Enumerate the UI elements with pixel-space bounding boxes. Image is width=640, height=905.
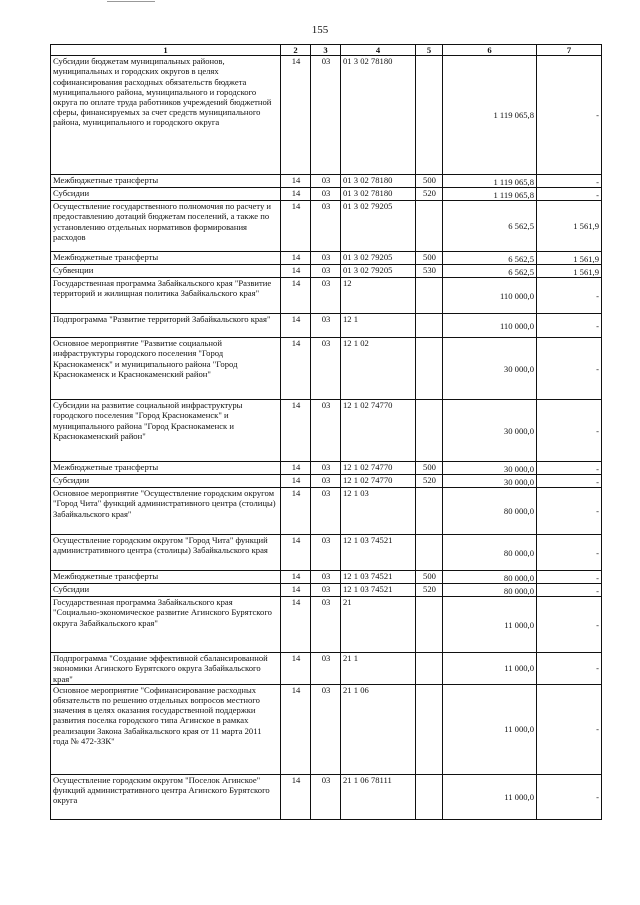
- row-pr: 03: [311, 462, 341, 475]
- row-name: Подпрограмма "Развитие территорий Забайкальского края": [51, 314, 281, 338]
- row-vr: [416, 56, 443, 175]
- row-name: Подпрограмма "Создание эффективной сбалансированной экономики Агинского Бурятского округа Забайкальского края": [51, 653, 281, 685]
- table-row: [51, 597, 602, 653]
- row-amount-next: -: [537, 535, 602, 571]
- row-amount-next: 1 561,9: [537, 201, 602, 252]
- row-csr: 12 1 02 74770: [341, 400, 416, 462]
- row-csr: 21 1 06 78111: [341, 774, 416, 819]
- row-pr: 03: [311, 188, 341, 201]
- row-pr: 03: [311, 684, 341, 774]
- row-name: Субсидии: [51, 475, 281, 488]
- row-name: Основное мероприятие "Осуществление городским округом "Город Чита" функций административного центра (столицы) Забайкальского края": [51, 488, 281, 535]
- row-rz: 14: [281, 278, 311, 314]
- header-cell: 4: [341, 45, 416, 56]
- table-row: [51, 653, 602, 685]
- row-vr: 520: [416, 188, 443, 201]
- row-rz: 14: [281, 684, 311, 774]
- table-row: [51, 338, 602, 400]
- row-vr: [416, 278, 443, 314]
- row-pr: 03: [311, 338, 341, 400]
- table-row: [51, 684, 602, 774]
- table-row: [51, 488, 602, 535]
- row-csr: 12 1 03 74521: [341, 535, 416, 571]
- row-name: Основное мероприятие "Софинансирование расходных обязательств по решению отдельных вопросов местного значения в целях оказания государственной поддержки развития поселка городского типа Агинское в рамках реализации Закона Забайкальского края от 11 марта 2011 года № 472-ЗЗК": [51, 684, 281, 774]
- row-pr: 03: [311, 584, 341, 597]
- row-amount-next: -: [537, 400, 602, 462]
- row-csr: 12 1 02: [341, 338, 416, 400]
- row-vr: [416, 488, 443, 535]
- row-csr: 12 1 02 74770: [341, 475, 416, 488]
- row-amount-next: -: [537, 338, 602, 400]
- row-amount: 80 000,0: [443, 535, 537, 571]
- row-vr: 500: [416, 252, 443, 265]
- row-csr: 12: [341, 278, 416, 314]
- row-amount-next: -: [537, 571, 602, 584]
- page-number: 155: [311, 24, 329, 36]
- row-pr: 03: [311, 265, 341, 278]
- row-csr: 21 1: [341, 653, 416, 685]
- row-amount: 80 000,0: [443, 584, 537, 597]
- row-amount: 6 562,5: [443, 201, 537, 252]
- row-amount-next: -: [537, 488, 602, 535]
- row-amount: 11 000,0: [443, 653, 537, 685]
- row-amount-next: -: [537, 314, 602, 338]
- row-vr: 520: [416, 475, 443, 488]
- row-vr: [416, 338, 443, 400]
- row-name: Государственная программа Забайкальского края "Развитие территорий и жилищная политика Забайкальского края": [51, 278, 281, 314]
- row-vr: 530: [416, 265, 443, 278]
- row-name: Межбюджетные трансферты: [51, 462, 281, 475]
- header-cell: 2: [281, 45, 311, 56]
- row-pr: 03: [311, 774, 341, 819]
- row-vr: [416, 314, 443, 338]
- table-row: [51, 252, 602, 265]
- row-amount: 11 000,0: [443, 774, 537, 819]
- row-csr: 21 1 06: [341, 684, 416, 774]
- table-row: [51, 475, 602, 488]
- row-vr: [416, 597, 443, 653]
- header-cell: 6: [443, 45, 537, 56]
- row-vr: 500: [416, 462, 443, 475]
- row-vr: 500: [416, 175, 443, 188]
- row-amount-next: -: [537, 653, 602, 685]
- row-vr: [416, 774, 443, 819]
- row-rz: 14: [281, 252, 311, 265]
- row-name: Субсидии: [51, 188, 281, 201]
- row-csr: 12 1 03: [341, 488, 416, 535]
- row-csr: 01 3 02 79205: [341, 252, 416, 265]
- row-rz: 14: [281, 488, 311, 535]
- table-row: [51, 265, 602, 278]
- row-rz: 14: [281, 201, 311, 252]
- row-name: Субвенции: [51, 265, 281, 278]
- row-amount-next: -: [537, 278, 602, 314]
- row-amount: 1 119 065,8: [443, 56, 537, 175]
- row-pr: 03: [311, 535, 341, 571]
- row-pr: 03: [311, 597, 341, 653]
- row-pr: 03: [311, 252, 341, 265]
- row-amount-next: -: [537, 684, 602, 774]
- row-amount: 110 000,0: [443, 278, 537, 314]
- row-rz: 14: [281, 774, 311, 819]
- row-name: Межбюджетные трансферты: [51, 175, 281, 188]
- table-row: [51, 400, 602, 462]
- row-rz: 14: [281, 597, 311, 653]
- row-amount: 11 000,0: [443, 684, 537, 774]
- row-csr: 01 3 02 78180: [341, 188, 416, 201]
- row-name: Субсидии бюджетам муниципальных районов, муниципальных и городских округов в целях софинансирования расходных обязательств бюджета муниципального района, муниципального и городского округа по оплате труда работников учреждений бюджетной сферы, финансируемых за счет средств муниципального района, муниципального и городского округа: [51, 56, 281, 175]
- row-csr: 12 1: [341, 314, 416, 338]
- row-rz: 14: [281, 462, 311, 475]
- row-name: Осуществление городским округом "Город Чита" функций административного центра (столицы) Забайкальского края: [51, 535, 281, 571]
- table-row: [51, 188, 602, 201]
- header-row: [51, 45, 602, 56]
- header-cell: 3: [311, 45, 341, 56]
- row-csr: 01 3 02 79205: [341, 201, 416, 252]
- row-amount: 30 000,0: [443, 338, 537, 400]
- row-amount: 1 119 065,8: [443, 175, 537, 188]
- row-pr: 03: [311, 488, 341, 535]
- row-name: Осуществление государственного полномочия по расчету и предоставлению дотаций бюджетам поселений, а также по установлению отдельных нормативов формирования расходов: [51, 201, 281, 252]
- row-pr: 03: [311, 400, 341, 462]
- row-rz: 14: [281, 314, 311, 338]
- row-vr: [416, 535, 443, 571]
- table-row: [51, 584, 602, 597]
- row-amount: 1 119 065,8: [443, 188, 537, 201]
- row-csr: 01 3 02 78180: [341, 175, 416, 188]
- row-pr: 03: [311, 314, 341, 338]
- row-vr: [416, 653, 443, 685]
- table-row: [51, 314, 602, 338]
- table-row: [51, 278, 602, 314]
- row-rz: 14: [281, 265, 311, 278]
- row-amount-next: -: [537, 462, 602, 475]
- row-rz: 14: [281, 175, 311, 188]
- row-name: Субсидии на развитие социальной инфраструктуры городского поселения "Город Краснокаменск" и муниципального района "Город Краснокаменск и Краснокаменский район": [51, 400, 281, 462]
- table-row: [51, 571, 602, 584]
- row-amount-next: 1 561,9: [537, 265, 602, 278]
- table-row: [51, 175, 602, 188]
- row-amount-next: -: [537, 774, 602, 819]
- header-cell: 5: [416, 45, 443, 56]
- row-amount: 80 000,0: [443, 488, 537, 535]
- row-pr: 03: [311, 278, 341, 314]
- row-rz: 14: [281, 571, 311, 584]
- header-cell: 7: [537, 45, 602, 56]
- row-amount-next: -: [537, 584, 602, 597]
- row-rz: 14: [281, 400, 311, 462]
- row-vr: [416, 201, 443, 252]
- row-amount-next: -: [537, 597, 602, 653]
- row-vr: [416, 684, 443, 774]
- budget-table: [50, 44, 602, 820]
- row-rz: 14: [281, 475, 311, 488]
- row-rz: 14: [281, 653, 311, 685]
- top-rule: [107, 1, 155, 2]
- row-vr: 520: [416, 584, 443, 597]
- row-name: Межбюджетные трансферты: [51, 252, 281, 265]
- row-name: Основное мероприятие "Развитие социальной инфраструктуры городского поселения "Город Краснокаменск" и муниципального района "Город Краснокаменск и Краснокаменский район": [51, 338, 281, 400]
- row-amount: 6 562,5: [443, 252, 537, 265]
- row-csr: 01 3 02 79205: [341, 265, 416, 278]
- row-rz: 14: [281, 584, 311, 597]
- row-amount-next: 1 561,9: [537, 252, 602, 265]
- row-pr: 03: [311, 475, 341, 488]
- table-row: [51, 201, 602, 252]
- row-pr: 03: [311, 56, 341, 175]
- row-rz: 14: [281, 338, 311, 400]
- row-amount: 11 000,0: [443, 597, 537, 653]
- row-rz: 14: [281, 188, 311, 201]
- row-amount-next: -: [537, 475, 602, 488]
- row-amount: 30 000,0: [443, 475, 537, 488]
- table-row: [51, 56, 602, 175]
- row-amount-next: -: [537, 188, 602, 201]
- row-amount-next: -: [537, 175, 602, 188]
- row-pr: 03: [311, 653, 341, 685]
- row-pr: 03: [311, 175, 341, 188]
- table-row: [51, 774, 602, 819]
- row-name: Субсидии: [51, 584, 281, 597]
- row-amount: 80 000,0: [443, 571, 537, 584]
- row-amount: 110 000,0: [443, 314, 537, 338]
- row-rz: 14: [281, 535, 311, 571]
- row-amount-next: -: [537, 56, 602, 175]
- row-csr: 21: [341, 597, 416, 653]
- row-pr: 03: [311, 201, 341, 252]
- row-vr: [416, 400, 443, 462]
- row-name: Межбюджетные трансферты: [51, 571, 281, 584]
- row-name: Осуществление городским округом "Поселок Агинское" функций административного центра Агинского Бурятского округа: [51, 774, 281, 819]
- row-csr: 12 1 03 74521: [341, 571, 416, 584]
- header-cell: 1: [51, 45, 281, 56]
- row-vr: 500: [416, 571, 443, 584]
- row-amount: 30 000,0: [443, 400, 537, 462]
- row-amount: 6 562,5: [443, 265, 537, 278]
- row-csr: 12 1 03 74521: [341, 584, 416, 597]
- row-amount: 30 000,0: [443, 462, 537, 475]
- row-name: Государственная программа Забайкальского края "Социально-экономическое развитие Агинского Бурятского округа Забайкальского края": [51, 597, 281, 653]
- row-csr: 01 3 02 78180: [341, 56, 416, 175]
- table-row: [51, 535, 602, 571]
- row-rz: 14: [281, 56, 311, 175]
- table-row: [51, 462, 602, 475]
- row-pr: 03: [311, 571, 341, 584]
- row-csr: 12 1 02 74770: [341, 462, 416, 475]
